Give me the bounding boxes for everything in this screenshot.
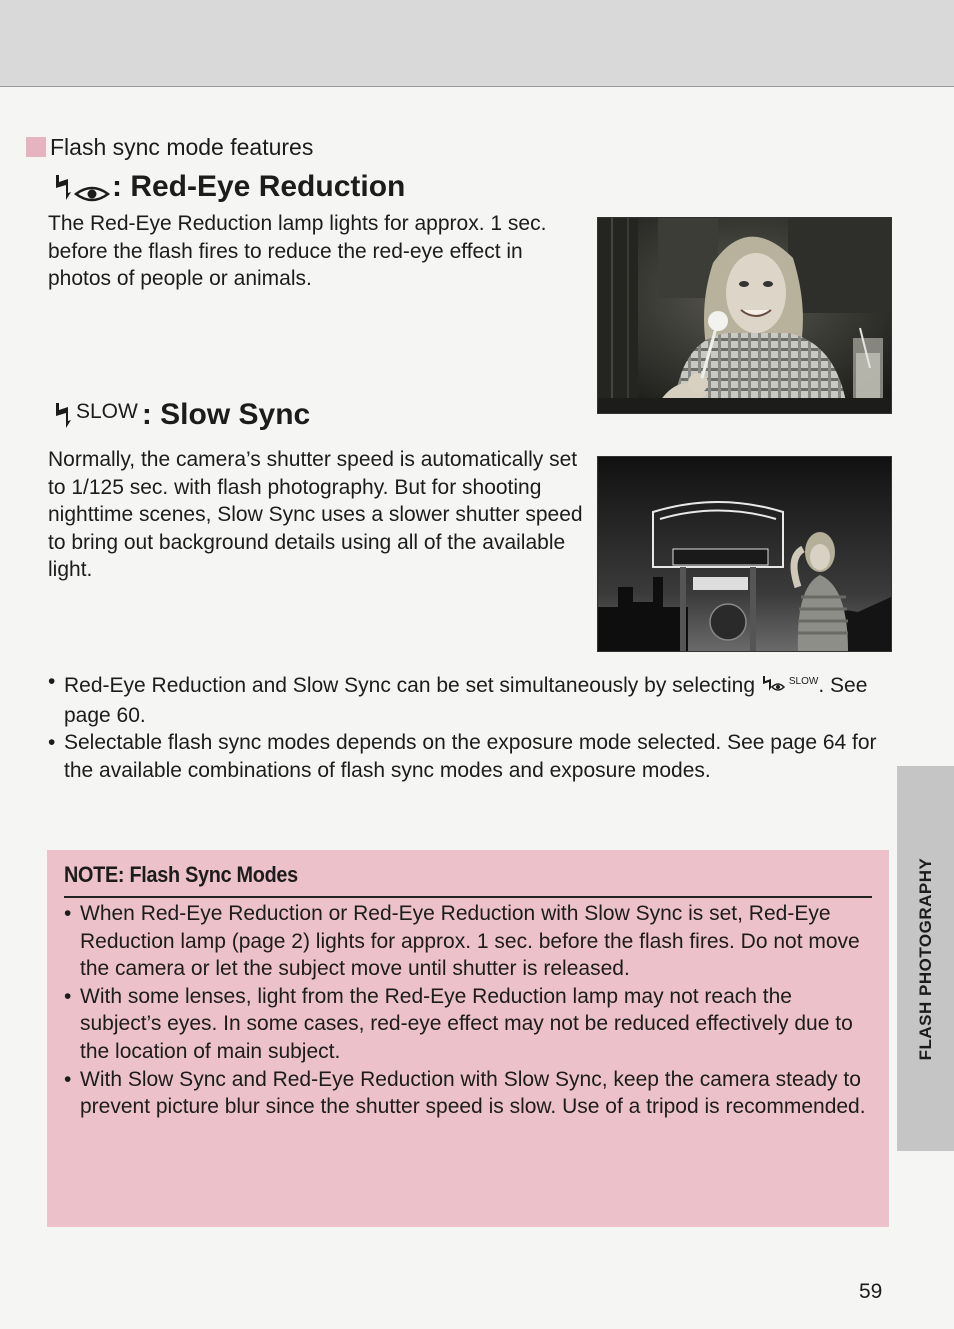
flash-redeye-slow-icon: [761, 674, 789, 702]
flash-redeye-icon: [52, 174, 110, 204]
note-list: [64, 900, 874, 1121]
flash-slow-icon: [52, 402, 74, 432]
list-item: • When Red-Eye Reduction or Red-Eye Reduction with Slow Sync is set, Red-Eye Reduction lamp (page 2) lights for approx. 1 sec. before the flash fires. Do not move the camera or let the subject move until shutter is released.: [64, 900, 874, 983]
redeye-description: The Red-Eye Reduction lamp lights for approx. 1 sec. before the flash fires to reduce the red-eye effect in photos of people or animals.: [48, 212, 547, 290]
feature-notes-list: [48, 668, 898, 784]
section-marker: [26, 137, 46, 157]
list-item: • With Slow Sync and Red-Eye Reduction with Slow Sync, keep the camera steady to prevent picture blur since the shutter speed is slow. Use of a tripod is recommended.: [64, 1066, 874, 1121]
slow-sync-example-photo: [597, 456, 892, 652]
bullet-text: Red-Eye Reduction and Slow Sync can be set simultaneously by selecting: [64, 674, 761, 697]
chapter-tab-label: FLASH PHOTOGRAPHY: [915, 857, 935, 1060]
slow-icon-label: SLOW: [76, 400, 138, 423]
list-item: • With some lenses, light from the Red-Eye Reduction lamp may not reach the subject’s eyes. In some cases, red-eye effect may not be reduced effectively due to the location of main subject.: [64, 983, 874, 1066]
chapter-tab: [897, 766, 954, 1151]
list-item: • Selectable flash sync modes depends on the exposure mode selected. See page 64 for the available combinations of flash sync modes and exposure modes.: [48, 729, 898, 784]
redeye-title: : Red-Eye Reduction: [112, 170, 406, 203]
list-item: • Red-Eye Reduction and Slow Sync can be set simultaneously by selecting $^{SLOW}$. See page 60.: [48, 670, 868, 727]
header-band: [0, 0, 954, 87]
slow-sync-description: Normally, the camera’s shutter speed is automatically set to 1/125 sec. with flash photography. But for shooting nighttime scenes, Slow Sync uses a slower shutter speed to bring out background details using all of the available light.: [48, 448, 583, 581]
redeye-example-photo: [597, 217, 892, 414]
note-item-text: When Red-Eye Reduction or Red-Eye Reduction with Slow Sync is set, Red-Eye Reduction lamp (page 2) lights for approx. 1 sec. before the flash fires. Do not move the camera or let the subject move until shutter is released.: [80, 902, 860, 981]
section-label: [26, 133, 313, 161]
bullet-text: Selectable flash sync modes depends on the exposure mode selected. See page 64 for the available combinations of flash sync modes and exposure modes.: [64, 731, 877, 782]
note-item-text: With Slow Sync and Red-Eye Reduction with Slow Sync, keep the camera steady to prevent picture blur since the shutter speed is slow. Use of a tripod is recommended.: [80, 1067, 866, 1119]
redeye-heading: [52, 170, 405, 204]
slow-sync-heading: [52, 398, 310, 432]
bullet-text: . See page 60.: [64, 674, 868, 727]
slow-sync-title: : Slow Sync: [141, 398, 311, 431]
page-number: 59: [859, 1280, 883, 1303]
note-item-text: With some lenses, light from the Red-Eye Reduction lamp may not reach the subject’s eyes. In some cases, red-eye effect may not be reduced effectively due to the location of main subject.: [80, 984, 853, 1063]
bullet-icon-label: SLOW: [788, 676, 819, 687]
note-box: [47, 850, 889, 1227]
section-label-text: Flash sync mode features: [50, 133, 314, 160]
note-divider: [64, 896, 872, 898]
note-title: NOTE: Flash Sync Modes: [64, 862, 298, 887]
